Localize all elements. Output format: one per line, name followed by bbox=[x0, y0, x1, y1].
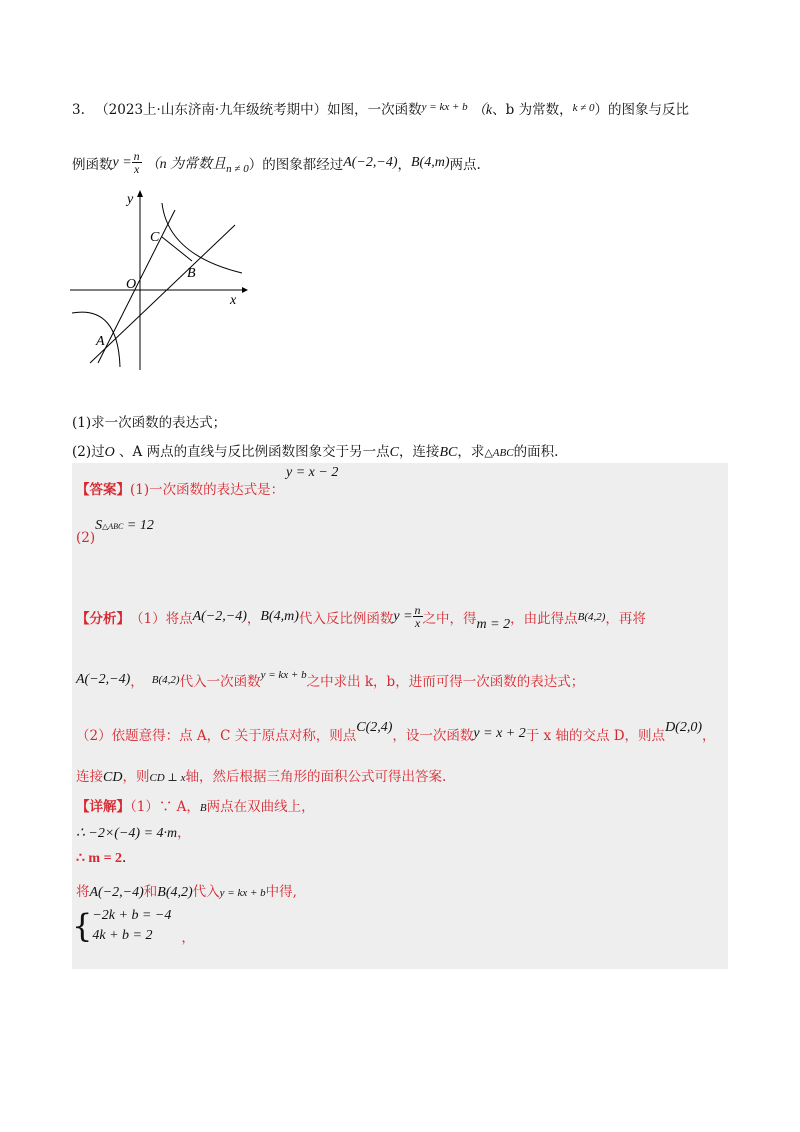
cond-k-nonzero: k ≠ 0 bbox=[572, 102, 595, 114]
analysis-l1-y: y = bbox=[393, 608, 413, 624]
detail-line-2 bbox=[76, 821, 191, 842]
detail-line-4 bbox=[76, 880, 297, 901]
system-end: ， bbox=[181, 930, 195, 946]
answer-2-sub: △ABC bbox=[102, 522, 124, 531]
y-axis-arrow bbox=[137, 190, 143, 197]
answer-2-prefix: (2) bbox=[76, 530, 96, 546]
system-brace: { bbox=[72, 907, 93, 945]
question-line-2 bbox=[72, 150, 481, 175]
part-1 bbox=[72, 411, 226, 431]
origin-label: O bbox=[126, 277, 137, 292]
analysis-l1-b: 代入反比例函数 bbox=[298, 610, 394, 627]
cond-n: （n 为常数且 bbox=[145, 156, 227, 172]
detail-d1-b: 两点在双曲线上， bbox=[206, 799, 315, 815]
detail-line-3 bbox=[76, 850, 126, 867]
part-2-bc: BC bbox=[439, 445, 458, 460]
line2-prefix: 例函数 bbox=[72, 156, 113, 173]
analysis-l3-point-d: D(2,0) bbox=[665, 720, 702, 735]
analysis-tag: 【分析】 bbox=[76, 610, 130, 627]
question-line-1 bbox=[72, 98, 689, 119]
detail-tag: 【详解】 bbox=[76, 799, 130, 815]
analysis-l3-d: ， bbox=[702, 728, 716, 744]
y-label: y bbox=[127, 192, 134, 207]
inverse-lhs: y = bbox=[112, 154, 132, 170]
detail-d4-point-a: A(−2,−4) bbox=[89, 885, 144, 900]
detail-d1-b-point: B bbox=[199, 802, 207, 814]
analysis-l3-expr: y = x + 2 bbox=[473, 726, 526, 741]
equation-system bbox=[72, 906, 195, 946]
answer-2-s: S bbox=[95, 518, 103, 533]
system-eq-2: 4k + b = 2 bbox=[92, 928, 153, 943]
analysis-l2-comma: ， bbox=[130, 674, 144, 690]
line2-mid: ）的图象都经过 bbox=[248, 156, 344, 173]
x-label: x bbox=[230, 293, 237, 308]
analysis-l4-a: 连接 bbox=[76, 769, 103, 785]
part-1-text: (1)求一次函数的表达式； bbox=[72, 415, 227, 431]
point-c-label: C bbox=[150, 230, 160, 245]
analysis-l1-e: ，再将 bbox=[605, 610, 646, 627]
analysis-line-4 bbox=[76, 765, 446, 786]
answer-tag: 【答案】 bbox=[76, 482, 130, 498]
analysis-l1-den: x bbox=[414, 616, 421, 630]
cond-n-nonzero: n ≠ 0 bbox=[226, 162, 249, 175]
detail-d2-end: ， bbox=[177, 825, 191, 841]
analysis-l4-b: ，则 bbox=[122, 769, 150, 785]
detail-d4-expr: y = kx + b bbox=[219, 887, 266, 899]
analysis-line-2 bbox=[76, 670, 584, 690]
analysis-line-1 bbox=[76, 603, 646, 632]
analysis-l2-b: 之中求出 k，b，进而可得一次函数的表达式； bbox=[306, 674, 585, 690]
system-equations bbox=[92, 906, 171, 946]
question-after1: ）的图象与反比 bbox=[594, 102, 690, 118]
cond-k: （k bbox=[471, 103, 493, 118]
detail-line-1 bbox=[76, 795, 315, 815]
analysis-l1-m: m = 2 bbox=[476, 616, 511, 632]
analysis-l3-b: ，设一次函数 bbox=[392, 728, 474, 744]
detail-d3-expr: ∴ m = 2 bbox=[76, 851, 123, 866]
line-oa-extended bbox=[98, 210, 175, 363]
analysis-l2-a: 代入一次函数 bbox=[179, 674, 261, 690]
analysis-l1-point-b: B(4,m) bbox=[260, 608, 299, 624]
point-b-label: B bbox=[187, 266, 196, 281]
detail-d4-b: 和 bbox=[143, 884, 158, 900]
part-2-mid1: 、A 两点的直线与反比例函数图象交于另一点 bbox=[114, 444, 390, 460]
cond-b: 、b 为常数， bbox=[492, 102, 573, 118]
analysis-l1-comma: ， bbox=[246, 610, 261, 627]
part-2 bbox=[72, 440, 558, 461]
analysis-l4-cd: CD bbox=[103, 770, 123, 785]
analysis-l3-c: 于 x 轴的交点 D，则点 bbox=[525, 728, 666, 744]
analysis-l2-point-a: A(−2,−4) bbox=[76, 672, 131, 687]
detail-d4-c: 代入 bbox=[192, 884, 220, 900]
detail-d4-a: 将 bbox=[76, 884, 90, 900]
question-source: （2023上·山东济南·九年级统考期中）如图，一次函数 bbox=[95, 102, 422, 118]
part-2-c: C bbox=[389, 445, 399, 460]
answer-2-value: = 12 bbox=[123, 518, 154, 533]
detail-d1-a: （1）∵ A， bbox=[130, 799, 200, 815]
analysis-l1-d: ，由此得点 bbox=[510, 610, 578, 627]
line-ab bbox=[90, 225, 235, 363]
analysis-l1-point-b2: B(4,2) bbox=[577, 610, 606, 623]
answer-1-expr: y = x − 2 bbox=[286, 465, 339, 480]
answer-line-1 bbox=[76, 478, 284, 498]
inverse-numerator: n bbox=[133, 149, 140, 163]
answer-1-expression bbox=[286, 465, 338, 481]
part-2-mid3: ，求 bbox=[457, 444, 485, 460]
analysis-l1-c: 之中，得 bbox=[422, 610, 477, 627]
analysis-l1-fraction bbox=[413, 604, 423, 629]
detail-d3-end: . bbox=[122, 850, 127, 866]
inverse-fraction bbox=[132, 150, 142, 175]
point-b: B(4,m) bbox=[411, 154, 450, 170]
part-2-prefix: (2)过 bbox=[72, 444, 105, 460]
part-2-triangle: △ABC bbox=[484, 447, 514, 459]
analysis-l2-point-b: B(4,2) bbox=[151, 674, 180, 686]
line2-end: 两点. bbox=[449, 156, 481, 173]
system-eq-1: −2k + b = −4 bbox=[92, 908, 172, 923]
comma-1: ， bbox=[397, 156, 411, 173]
analysis-l1-a: （1）将点 bbox=[130, 610, 193, 627]
analysis-l4-c: 轴，然后根据三角形的面积公式可得出答案. bbox=[185, 769, 447, 785]
coordinate-figure bbox=[70, 185, 250, 375]
question-number: 3. bbox=[72, 102, 85, 118]
analysis-l3-a: （2）依题意得：点 A，C 关于原点对称，则点 bbox=[76, 728, 357, 744]
detail-d4-point-b: B(4,2) bbox=[157, 885, 193, 900]
analysis-line-3 bbox=[76, 720, 716, 744]
analysis-l2-expr: y = kx + b bbox=[260, 669, 307, 681]
part-2-o: O bbox=[104, 445, 115, 460]
analysis-l3-point-c: C(2,4) bbox=[356, 720, 393, 735]
analysis-l4-perp: CD ⊥ x bbox=[149, 772, 186, 784]
answer-line-2 bbox=[76, 517, 154, 546]
point-a: A(−2,−4) bbox=[343, 154, 398, 170]
answer-1-text: (1)一次函数的表达式是： bbox=[130, 482, 285, 498]
detail-d2-expr: ∴ −2×(−4) = 4·m bbox=[76, 826, 178, 841]
part-2-mid2: ，连接 bbox=[398, 444, 440, 460]
part-2-end: 的面积. bbox=[513, 444, 559, 460]
analysis-l1-point-a: A(−2,−4) bbox=[192, 608, 247, 624]
inverse-denominator: x bbox=[134, 162, 140, 176]
analysis-l1-num: n bbox=[414, 603, 421, 617]
hyperbola-branch-1 bbox=[162, 203, 242, 273]
detail-d4-d: 中得, bbox=[265, 884, 297, 900]
x-axis-arrow bbox=[242, 287, 248, 293]
point-a-label: A bbox=[96, 334, 105, 349]
linear-function-expr: y = kx + b bbox=[421, 101, 468, 113]
